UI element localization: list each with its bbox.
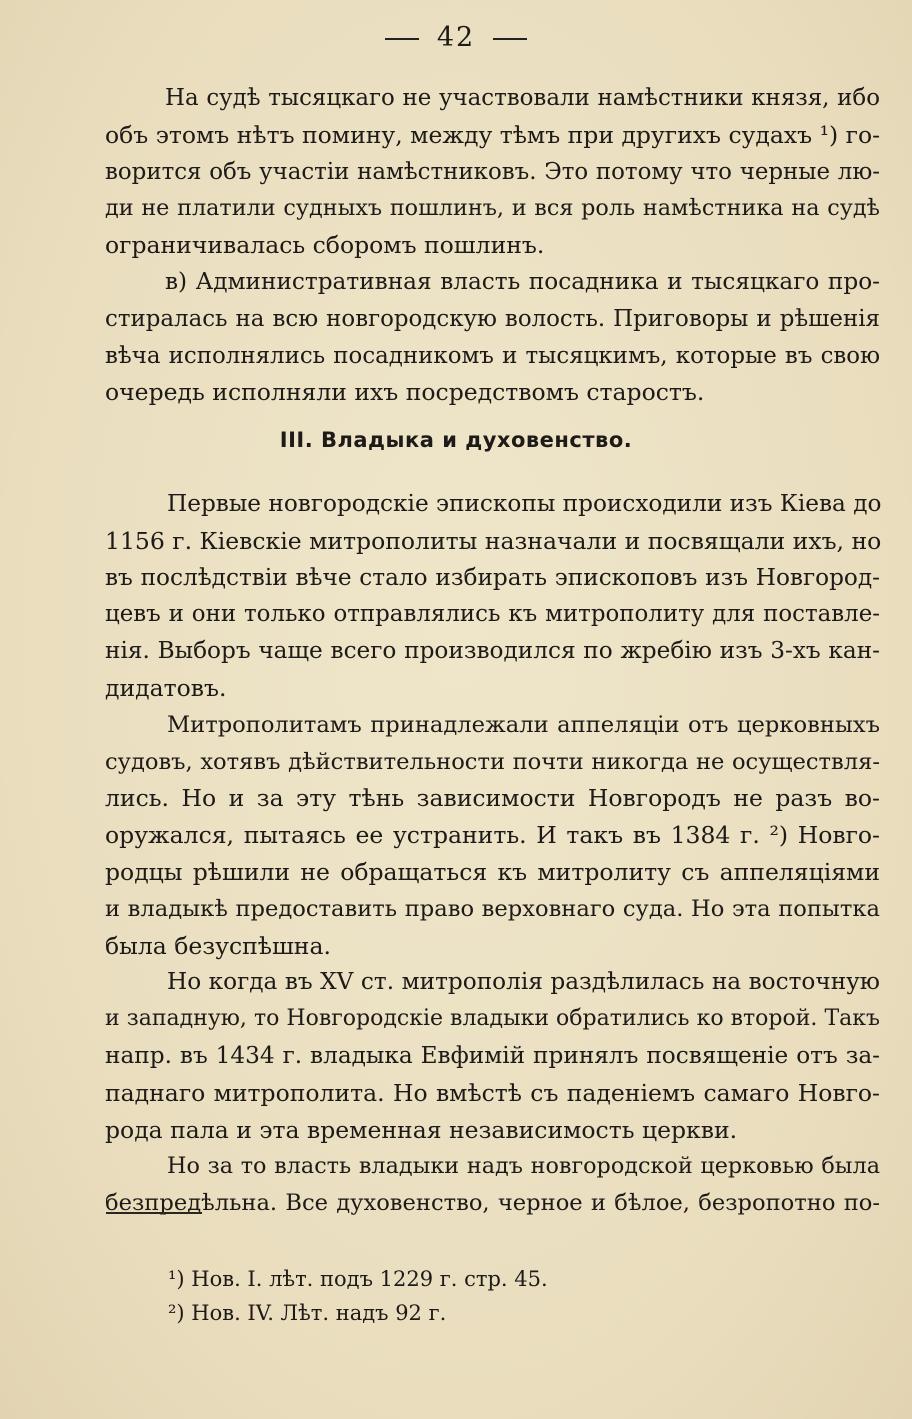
text-line: объ этомъ нѣтъ помину, между тѣмъ при другихъ судахъ ¹) го-: [105, 120, 881, 149]
text-line: Митрополитамъ принадлежали аппеляціи отъ церковныхъ: [167, 711, 880, 738]
text-line: и владыкѣ предоставить право верховнаго суда. Но эта попытка: [105, 895, 880, 922]
text-line: в) Административная власть посадника и тысяцкаго про-: [165, 267, 880, 295]
text-line: паднаго митрополита. Но вмѣстѣ съ паденіемъ самаго Новго-: [105, 1078, 880, 1107]
text-line: Первые новгородскіе эпископы происходили изъ Кіева до: [167, 490, 882, 517]
footnotes: [168, 1262, 548, 1330]
page-number: 42: [436, 22, 476, 53]
dash-right: [493, 38, 527, 40]
text-line: оружался, пытаясь ее устранить. И такъ въ 1384 г. ²) Новго-: [105, 821, 880, 850]
text-line: судовъ, хотявъ дѣйствительности почти никогда не осуществля-: [105, 748, 880, 775]
text-line: была безуспѣшна.: [105, 931, 331, 960]
text-line: вѣча исполнялись посадникомъ и тысяцкимъ, которые въ свою: [105, 342, 880, 369]
text-line: цевъ и они только отправлялись къ митрополиту для поставле-: [105, 601, 880, 628]
text-line: На судѣ тысяцкаго не участвовали намѣстники князя, ибо: [165, 85, 880, 111]
text-line: напр. въ 1434 г. владыка Евфимій принялъ посвященіе отъ за-: [105, 1041, 880, 1069]
text-line: и западную, то Новгородскіе владыки обратились ко второй. Такъ: [105, 1006, 880, 1032]
text-line: Но за то власть владыки надъ новгородской церковью была: [167, 1153, 880, 1180]
text-line: стиралась на всю новгородскую волость. Приговоры и рѣшенія: [105, 305, 880, 332]
text-line: 1156 г. Кіевскіе митрополиты назначали и посвящали ихъ, но: [105, 526, 882, 555]
text-line: рода пала и эта временная независимость церкви.: [105, 1115, 738, 1144]
text-line: нія. Выборъ чаще всего производился по жребію изъ 3-хъ кан-: [105, 637, 880, 665]
text-block-bottom: [105, 486, 880, 1222]
text-line: очередь исполняли ихъ посредствомъ старостъ.: [105, 378, 705, 407]
section-heading: III. Владыка и духовенство.: [279, 428, 633, 452]
dash-left: [385, 38, 419, 40]
footnote-1: ¹) Нов. I. лѣт. подъ 1229 г. стр. 45.: [168, 1267, 548, 1291]
text-line: ди не платили судныхъ пошлинъ, и вся роль намѣстника на судѣ: [105, 195, 880, 222]
text-line: ворится объ участіи намѣстниковъ. Это потому что черные лю-: [105, 158, 880, 185]
text-line: въ послѣдствіи вѣче стало избирать эпископовъ изъ Новгород-: [105, 563, 880, 591]
text-line: дидатовъ.: [105, 673, 227, 702]
text-line: лись. Но и за эту тѣнь зависимости Новгородъ не разъ во-: [105, 784, 880, 813]
text-line: ограничивалась сборомъ пошлинъ.: [105, 231, 545, 260]
text-line: Но когда въ XV ст. митрополія раздѣлилась на восточную: [167, 968, 880, 996]
footnote-rule: [106, 1212, 202, 1214]
footnote-2: ²) Нов. IV. Лѣт. надъ 92 г.: [168, 1301, 447, 1325]
text-line: родцы рѣшили не обращаться къ митролиту съ аппеляціями: [105, 857, 880, 886]
text-line: безпредѣльна. Все духовенство, черное и бѣлое, безропотно по-: [105, 1190, 880, 1217]
page-number-line: [0, 22, 912, 53]
text-block-top: [105, 80, 880, 411]
